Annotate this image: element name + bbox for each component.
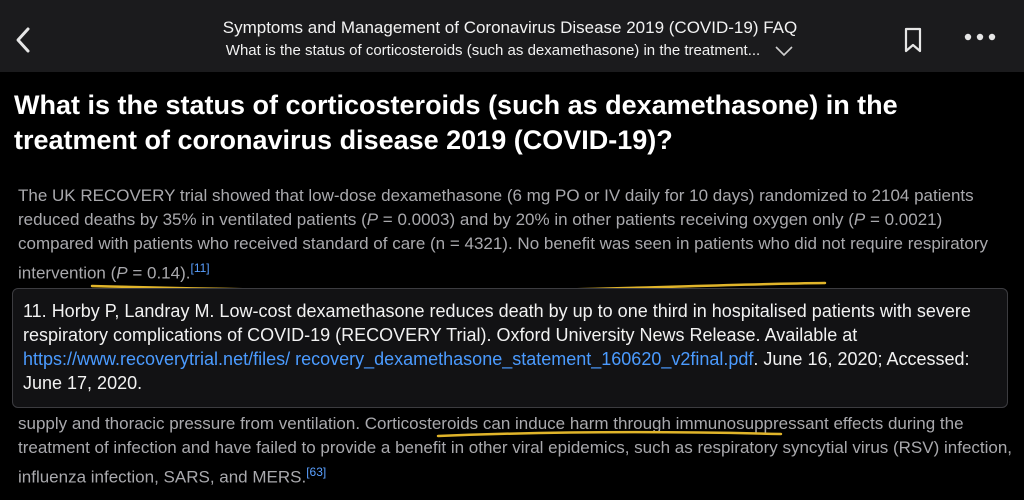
- back-icon[interactable]: [10, 24, 38, 56]
- document-title: Symptoms and Management of Coronavirus Disease 2019 (COVID-19) FAQ: [222, 18, 798, 37]
- reference-text: 11. Horby P, Landray M. Low-cost dexamethasone reduces death by up to one third in hospitalised patients with severe respiratory complications of COVID-19 (RECOVERY Trial). Oxford University News Release. Available at: [23, 301, 971, 345]
- more-options-icon[interactable]: [962, 30, 998, 44]
- chevron-down-icon[interactable]: [774, 45, 794, 57]
- paragraph-continued: supply and thoracic pressure from ventilation. Corticosteroids can induce harm through immunosuppressant effects during the treatment of infection and have failed to provide a benefit in other viral epidemics, such as respiratory syncytial virus (RSV) infection, influenza infection, SARS, and MERS.[63]: [18, 414, 1013, 487]
- reference-url-link[interactable]: https://www.recoverytrial.net/files/ recovery_dexamethasone_statement_160620_v2final.pdf: [23, 349, 754, 369]
- reference-link-63[interactable]: [63]: [306, 465, 327, 479]
- reference-popup: [12, 288, 1008, 408]
- section-title: What is the status of corticosteroids (such as dexamethasone) in the treatment...: [225, 42, 761, 59]
- nav-header: [0, 0, 1024, 72]
- reference-link-11[interactable]: [11]: [190, 261, 210, 275]
- reference-date: . June 16, 2020; Accessed: June 17, 2020.: [23, 349, 970, 393]
- question-heading: What is the status of corticosteroids (such as dexamethasone) in the treatment of coronavirus disease 2019 (COVID-19)?: [14, 90, 898, 155]
- section-dropdown[interactable]: [130, 42, 890, 59]
- bookmark-icon[interactable]: [902, 26, 924, 54]
- answer-paragraph: The UK RECOVERY trial showed that low-dose dexamethasone (6 mg PO or IV daily for 10 days) randomized to 2104 patients reduced deaths by 35% in ventilated patients (P = 0.0003) and by 20% in other patients receiving oxygen only (P = 0.0021) compared with patients who received standard of care (n = 4321). No benefit was seen in patients who did not require respiratory intervention (P = 0.14).[11]: [18, 186, 989, 283]
